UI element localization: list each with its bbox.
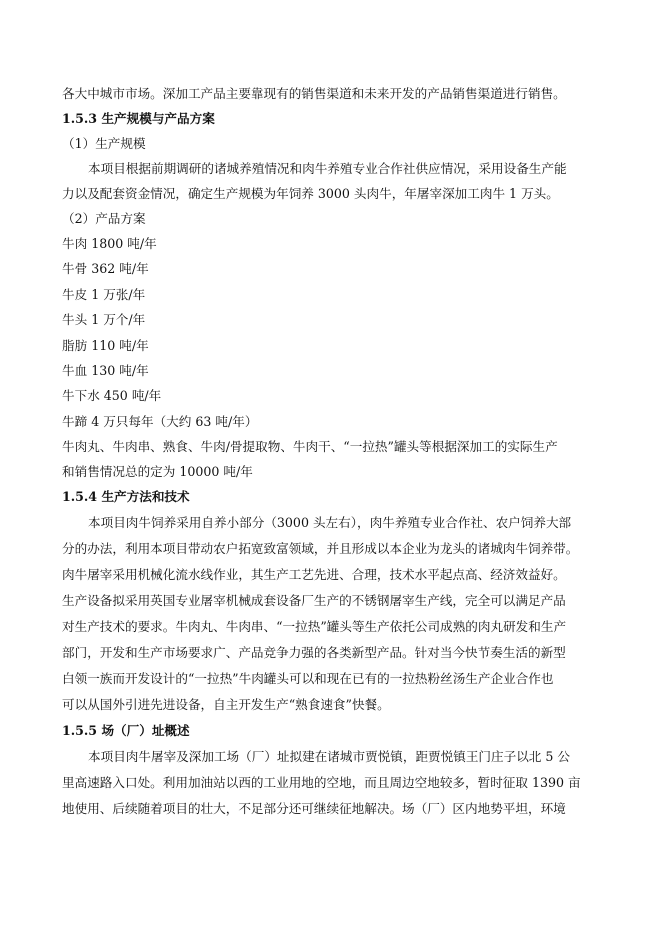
product-item: 牛血 130 吨/年 [62, 363, 149, 378]
section-heading: 1.5.3 生产规模与产品方案 [62, 111, 215, 126]
product-item: 牛皮 1 万张/年 [62, 287, 146, 302]
product-item: 牛肉 1800 吨/年 [62, 236, 157, 251]
paragraph-line: 分的办法，利用本项目带动农户拓宽致富领域，并且形成以本企业为龙头的诸城肉牛饲养带。 [62, 541, 579, 556]
paragraph-line: 部门，开发和生产市场要求广、产品竞争力强的各类新型产品。针对当今快节奏生活的新型 [62, 645, 566, 660]
paragraph-line: 对生产技术的要求。牛肉丸、牛肉串、“一拉热”罐头等生产依托公司成熟的肉丸研发和生产 [62, 619, 567, 634]
paragraph-line: 生产设备拟采用英国专业屠宰机械成套设备厂生产的不锈钢屠宰生产线，完全可以满足产品 [62, 593, 566, 608]
paragraph-line: 各大中城市市场。深加工产品主要靠现有的销售渠道和未来开发的产品销售渠道进行销售。 [62, 86, 566, 101]
paragraph-line: 里高速路入口处。利用加油站以西的工业用地的空地，而且周边空地较多，暂时征取 1390 亩 [62, 775, 581, 790]
paragraph-line: 白领一族而开发设计的“一拉热”牛肉罐头可以和现在已有的一拉热粉丝汤生产企业合作也 [62, 671, 554, 686]
paragraph-line: 力以及配套资金情况，确定生产规模为年饲养 3000 头肉牛，年屠宰深加工肉牛 1 万头。 [62, 186, 559, 201]
paragraph-line: 本项目肉牛屠宰及深加工场（厂）址拟建在诸城市贾悦镇，距贾悦镇王门庄子以北 5 公 [88, 749, 570, 764]
section-heading: 1.5.5 场（厂）址概述 [62, 723, 190, 738]
paragraph-line: 本项目根据前期调研的诸城养殖情况和肉牛养殖专业合作社供应情况，采用设备生产能 [88, 161, 567, 176]
paragraph-line: 地使用、后续随着项目的壮大，不足部分还可继续征地解决。场（厂）区内地势平坦，环境 [62, 801, 566, 816]
paragraph-line: 可以从国外引进先进设备，自主开发生产“熟食速食”快餐。 [62, 697, 390, 712]
paragraph-line: 和销售情况总的定为 10000 吨/年 [62, 464, 253, 479]
section-heading: 1.5.4 生产方法和技术 [62, 489, 190, 504]
product-item: 牛骨 362 吨/年 [62, 261, 149, 276]
paragraph-line: 牛肉丸、牛肉串、熟食、牛肉/骨提取物、牛肉干、“一拉热”罐头等根据深加工的实际生产 [62, 439, 558, 454]
product-item: 牛下水 450 吨/年 [62, 388, 162, 403]
subsection-heading: （1）生产规模 [62, 136, 146, 151]
paragraph-line: 肉牛屠宰采用机械化流水线作业，其生产工艺先进、合理，技术水平起点高、经济效益好。 [62, 567, 566, 582]
product-item: 脂肪 110 吨/年 [62, 338, 149, 353]
paragraph-line: 本项目肉牛饲养采用自养小部分（3000 头左右），肉牛养殖专业合作社、农户饲养大部 [88, 515, 572, 530]
product-item: 牛蹄 4 万只每年（大约 63 吨/年） [62, 414, 258, 429]
subsection-heading: （2）产品方案 [62, 211, 146, 226]
product-item: 牛头 1 万个/年 [62, 312, 146, 327]
